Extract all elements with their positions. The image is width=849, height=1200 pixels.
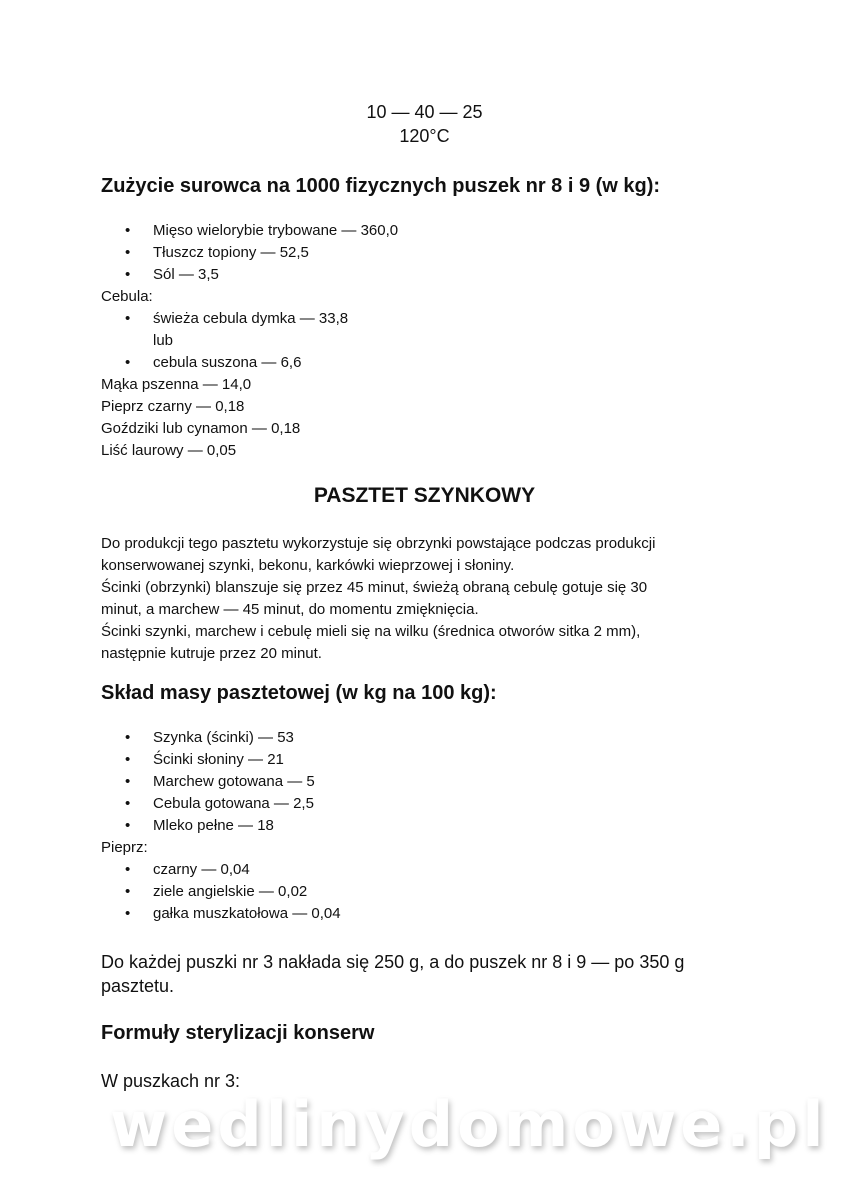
watermark: wedlinydomowe.pl xyxy=(110,1088,828,1161)
pieprz-label: Pieprz: xyxy=(101,839,148,856)
list-item: • Ścinki słoniny — 21 xyxy=(101,749,789,771)
paragraph-line: konserwowanej szynki, bekonu, karkówki wieprzowej i słoniny. xyxy=(101,557,515,574)
list-item: • ziele angielskie — 0,02 xyxy=(101,881,789,903)
list-line: Goździki lub cynamon — 0,18 xyxy=(101,420,301,437)
paragraph-line: Do produkcji tego pasztetu wykorzystuje się obrzynki powstające podczas produkcji xyxy=(101,535,656,552)
sterilization-formula xyxy=(0,101,849,148)
list-line: Liść laurowy — 0,05 xyxy=(101,442,237,459)
section-heading-sterilization: Formuły sterylizacji konserw xyxy=(101,1022,375,1044)
list-item-or: lub xyxy=(153,332,174,349)
list-item: • Tłuszcz topiony — 52,5 xyxy=(101,242,789,264)
paragraph-line: Ścinki szynki, marchew i cebulę mieli się na wilku (średnica otworów sitka 2 mm), xyxy=(101,623,641,640)
list-item: • Mięso wielorybie trybowane — 360,0 xyxy=(101,220,789,242)
list-item: • Marchew gotowana — 5 xyxy=(101,771,789,793)
list-item: • Cebula gotowana — 2,5 xyxy=(101,793,789,815)
sterilization-subtext: W puszkach nr 3: xyxy=(101,1071,241,1091)
paragraph-line: minut, a marchew — 45 minut, do momentu zmięknięcia. xyxy=(101,601,479,618)
list-line: Mąka pszenna — 14,0 xyxy=(101,376,252,393)
paragraph-line: pasztetu. xyxy=(101,975,175,996)
list-item: • świeża cebula dymka — 33,8 xyxy=(101,308,789,330)
section-heading-consumption: Zużycie surowca na 1000 fizycznych puszek nr 8 i 9 (w kg): xyxy=(101,175,661,197)
list-item: • cebula suszona — 6,6 xyxy=(101,352,789,374)
list-item: • Mleko pełne — 18 xyxy=(101,815,789,837)
composition-list xyxy=(101,727,789,925)
recipe-title: PASZTET SZYNKOWY xyxy=(313,484,536,507)
list-line: Pieprz czarny — 0,18 xyxy=(101,398,245,415)
consumption-list xyxy=(101,220,789,462)
list-item: • czarny — 0,04 xyxy=(101,859,789,881)
list-item: • Sól — 3,5 xyxy=(101,264,789,286)
recipe-paragraph xyxy=(101,533,789,665)
cebula-label: Cebula: xyxy=(101,288,153,305)
section-heading-composition: Skład masy pasztetowej (w kg na 100 kg): xyxy=(101,682,497,704)
list-item: • Szynka (ścinki) — 53 xyxy=(101,727,789,749)
formula-line: 10 — 40 — 25 xyxy=(366,102,483,122)
paragraph-line: Do każdej puszki nr 3 nakłada się 250 g, a do puszek nr 8 i 9 — po 350 g xyxy=(101,952,685,972)
list-item: • gałka muszkatołowa — 0,04 xyxy=(101,903,789,925)
paragraph-line: Ścinki (obrzynki) blanszuje się przez 45 minut, świeżą obraną cebulę gotuje się 30 xyxy=(101,579,648,596)
formula-temperature: 120°C xyxy=(399,125,450,146)
portion-paragraph xyxy=(101,951,789,998)
paragraph-line: następnie kutruje przez 20 minut. xyxy=(101,645,322,662)
